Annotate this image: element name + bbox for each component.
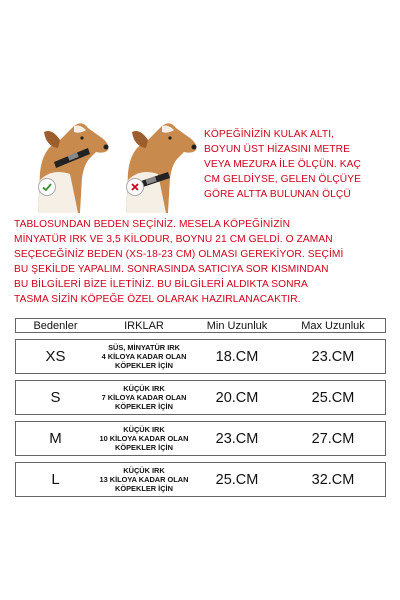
cross-icon: [126, 178, 144, 196]
breed-line: 4 KİLOYA KADAR OLAN: [101, 352, 187, 361]
breed-line: KÜÇÜK IRK: [123, 466, 165, 475]
max-length-cell: 23.CM: [281, 339, 386, 374]
max-length-cell: 32.CM: [281, 462, 386, 497]
min-length-cell: 23.CM: [193, 421, 281, 456]
header-min-length: Min Uzunluk: [193, 318, 281, 333]
breed-line: KÖPEKLER İÇİN: [115, 402, 173, 411]
instruction-line: BOYUN ÜST HİZASINI METRE: [204, 144, 350, 155]
size-table-header: [15, 318, 386, 333]
instruction-line: BU ŞEKİLDE YAPALIM. SONRASINDA SATICIYA SOR KISMINDAN: [14, 264, 329, 275]
breed-line: 13 KİLOYA KADAR OLAN: [99, 475, 189, 484]
breed-line: KÜÇÜK IRK: [123, 425, 165, 434]
instruction-line: GÖRE ALTTA BULUNAN ÖLÇÜ: [204, 189, 351, 200]
size-cell: S: [15, 380, 95, 415]
table-row: [15, 421, 386, 456]
breed-line: KÖPEKLER İÇİN: [115, 484, 173, 493]
min-length-cell: 18.CM: [193, 339, 281, 374]
breed-cell: [95, 421, 193, 456]
table-row: [15, 339, 386, 374]
table-row: [15, 380, 386, 415]
breed-line: KÖPEKLER İÇİN: [115, 361, 173, 370]
breed-line: 7 KİLOYA KADAR OLAN: [101, 393, 187, 402]
dog-wrong-measure-image: [126, 123, 197, 213]
header-sizes: Bedenler: [15, 318, 95, 333]
size-cell: XS: [15, 339, 95, 374]
min-length-cell: 20.CM: [193, 380, 281, 415]
instruction-line: BU BİLGİLERİ BİZE İLETİNİZ. BU BİLGİLERİ ALDIKTA SONRA: [14, 279, 308, 290]
measurement-instructions-side: [204, 127, 398, 202]
instruction-line: MİNYATÜR IRK VE 3,5 KİLODUR, BOYNU 21 CM GELDİ. O ZAMAN: [14, 234, 333, 245]
breed-cell: [95, 380, 193, 415]
min-length-cell: 25.CM: [193, 462, 281, 497]
header-max-length: Max Uzunluk: [281, 318, 386, 333]
max-length-cell: 25.CM: [281, 380, 386, 415]
breed-line: 10 KİLOYA KADAR OLAN: [99, 434, 189, 443]
breed-line: KÜÇÜK IRK: [123, 384, 165, 393]
breed-line: SÜS, MİNYATÜR IRK: [108, 343, 180, 352]
instruction-line: CM GELDİYSE, GELEN ÖLÇÜYE: [204, 174, 362, 185]
measurement-instructions-body: [14, 217, 392, 307]
table-row: [15, 462, 386, 497]
dog-correct-measure-image: [38, 123, 109, 213]
breed-cell: [95, 462, 193, 497]
dogs-svg: [30, 118, 200, 213]
instruction-line: TASMA SİZİN KÖPEĞE ÖZEL OLARAK HAZIRLANACAKTIR.: [14, 294, 301, 305]
check-icon: [38, 178, 56, 196]
instruction-line: KÖPEĞİNİZİN KULAK ALTI,: [204, 129, 335, 140]
header-breeds: IRKLAR: [95, 318, 193, 333]
instruction-line: TABLOSUNDAN BEDEN SEÇİNİZ. MESELA KÖPEĞİNİZİN: [14, 219, 291, 230]
instruction-line: VEYA MEZURA İLE ÖLÇÜN. KAÇ: [204, 159, 361, 170]
size-cell: M: [15, 421, 95, 456]
max-length-cell: 27.CM: [281, 421, 386, 456]
size-table: [15, 312, 386, 503]
breed-cell: [95, 339, 193, 374]
instruction-line: SEÇECEĞİNİZ BEDEN (XS-18-23 CM) OLMASI GEREKİYOR. SEÇİMİ: [14, 249, 344, 260]
breed-line: KÖPEKLER İÇİN: [115, 443, 173, 452]
size-cell: L: [15, 462, 95, 497]
dog-measurement-illustration: [30, 118, 200, 213]
